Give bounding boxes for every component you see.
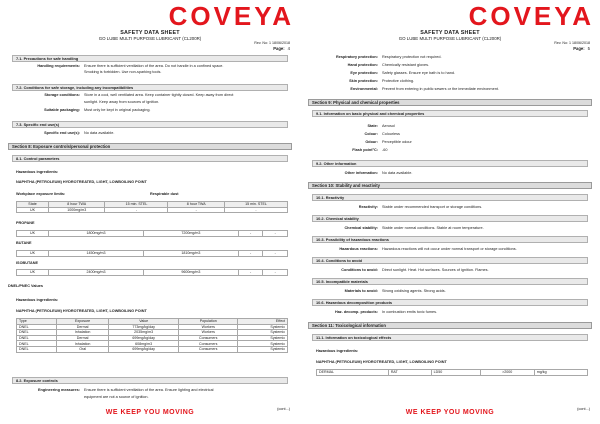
field-value: No data available. <box>382 171 413 175</box>
butane-heading: BUTANE <box>16 241 32 245</box>
isobutane-table <box>16 269 288 276</box>
footer-slogan: WE KEEP YOU MOVING <box>405 409 495 416</box>
table-row <box>17 346 288 352</box>
table-cell: UK <box>17 231 49 237</box>
header-cell: 8 hour TWA <box>49 202 105 208</box>
table-cell: UK <box>17 251 49 257</box>
header-cell: 8 hour TWA <box>168 202 224 208</box>
section-8-header: Section 8: Exposure controls/personal protection <box>8 143 292 150</box>
revision-info: Rev. No: 1 18/06/2018 <box>554 41 590 45</box>
header-cell: Value <box>109 319 179 325</box>
section-7-1-header: 7.1. Precautions for safe handling <box>12 55 288 62</box>
coveya-logo: COVEYA <box>468 1 594 31</box>
table-cell: - <box>168 207 224 213</box>
table-cell: UK <box>17 270 49 276</box>
section-9-header: Section 9: Physical and chemical properties <box>308 99 592 106</box>
field-value: In combustion emits toxic fumes. <box>382 310 438 314</box>
table-cell: Consumers <box>179 335 238 341</box>
header-cell: Population <box>179 319 238 325</box>
hazardous-ingredients-label: Hazardous ingredients: <box>316 349 359 353</box>
field-label: Flash point°C: <box>352 148 378 152</box>
table-cell: - <box>105 207 168 213</box>
field-value: Ensure there is sufficient ventilation of the area. Do not handle in a confined space. <box>84 64 224 68</box>
field-value: Respiratory protection not required. <box>382 55 442 59</box>
doc-title: SAFETY DATA SHEET <box>420 30 480 36</box>
field-label: Haz. decomp. products: <box>334 310 378 314</box>
field-label: Chemical stability: <box>344 226 378 230</box>
page-number-value: 4 <box>287 46 290 51</box>
table-cell: 773mg/kg/day <box>109 324 179 330</box>
table-row <box>317 370 588 376</box>
field-label: Materials to avoid: <box>344 289 378 293</box>
table-cell: Systemic <box>238 330 288 336</box>
field-value: Ensure there is sufficient ventilation of the area. Ensure lighting and electrical <box>84 388 214 392</box>
field-value: Chemically resistant gloves. <box>382 63 430 67</box>
table-cell: 7200mg/m3 <box>143 231 238 237</box>
page-number <box>573 46 590 51</box>
field-value: Aerosol <box>382 124 395 128</box>
field-value: Strong oxidising agents. Strong acids. <box>382 289 446 293</box>
propane-table <box>16 230 288 237</box>
field-value-cont: Smoking is forbidden. Use non-sparking tools. <box>84 70 162 74</box>
table-cell: Systemic <box>238 346 288 352</box>
header-cell: 15 min. STEL <box>105 202 168 208</box>
page-label: Page: <box>573 46 585 51</box>
hazardous-ingredients-label: Hazardous ingredients: <box>16 170 59 174</box>
propane-heading: PROPANE <box>16 221 35 225</box>
table-cell: Systemic <box>238 324 288 330</box>
table-cell: LD50 <box>431 370 480 376</box>
table-cell: 699mg/kg/day <box>109 335 179 341</box>
table-cell: DERMAL <box>317 370 389 376</box>
field-value: Protective clothing. <box>382 79 415 83</box>
field-label: Specific end use(s): <box>44 131 80 135</box>
section-10-5-header: 10.5. Incompatible materials <box>312 278 588 285</box>
field-label: Engineering measures: <box>38 388 80 392</box>
field-value: No data available. <box>84 131 115 135</box>
table-cell: 699mg/kg/day <box>109 346 179 352</box>
field-value: Must only be kept in original packaging. <box>84 108 151 112</box>
field-value: Prevent from entering in public sewers or the immediate environment. <box>382 87 499 91</box>
field-value: Colourless <box>382 132 400 136</box>
table-cell: DNEL <box>17 335 57 341</box>
continued-note: (cont...) <box>577 407 590 411</box>
section-9-2-header: 9.2. Other information <box>312 160 588 167</box>
field-label: Respiratory protection: <box>336 55 378 59</box>
revision-info: Rev. No: 1 18/06/2018 <box>254 41 290 45</box>
section-10-header: Section 10: Stability and reactivity <box>308 182 592 189</box>
table-cell: DNEL <box>17 346 57 352</box>
table-cell: Inhalation <box>57 341 109 347</box>
table-cell: 2400mg/m3 <box>49 270 144 276</box>
field-label: Conditions to avoid: <box>341 268 378 272</box>
dnel-table <box>16 318 288 353</box>
table-cell: 608mg/m3 <box>109 341 179 347</box>
field-label: Environmental: <box>350 87 378 91</box>
table-cell: mg/kg <box>534 370 587 376</box>
section-10-2-header: 10.2. Chemical stability <box>312 215 588 222</box>
table-cell: 1810mg/m3 <box>143 251 238 257</box>
table-cell: DNEL <box>17 324 57 330</box>
page-number <box>273 46 290 51</box>
table-cell: Workers <box>179 324 238 330</box>
table-row <box>17 270 288 276</box>
field-value: Store in a cool, well ventilated area. Keep container tightly closed. Keep away from direct <box>84 93 234 97</box>
table-cell: DNEL <box>17 330 57 336</box>
toxicity-table <box>316 369 588 376</box>
section-7-2-header: 7.2. Conditions for safe storage, including any incompatibilities <box>12 84 288 91</box>
field-label: Hand protection: <box>347 63 378 67</box>
doc-subtitle: GO LUBE MULTI PURPOSE LUBRICANT (CL200R) <box>398 36 502 41</box>
naphtha-heading: NAPHTHA (PETROLEUM) HYDROTREATED, LIGHT, LOWBOILING POINT <box>16 180 147 184</box>
section-10-6-header: 10.6. Hazardous decomposition products <box>312 299 588 306</box>
continued-note: (cont...) <box>277 407 290 411</box>
field-label: Eye protection: <box>350 71 378 75</box>
sds-page-5 <box>300 0 600 424</box>
section-10-1-header: 10.1. Reactivity <box>312 194 588 201</box>
header-cell: Type <box>17 319 57 325</box>
field-value: Stable under normal conditions. Stable at room temperature. <box>382 226 484 230</box>
table-cell: RAT <box>388 370 431 376</box>
table-cell: Systemic <box>238 341 288 347</box>
section-8-2-header: 8.2. Exposure controls <box>12 377 288 384</box>
doc-subtitle: GO LUBE MULTI PURPOSE LUBRICANT (CL200R) <box>98 36 202 41</box>
field-label: Colour: <box>364 132 378 136</box>
field-label: Hazardous reactions: <box>339 247 378 251</box>
header-cell: Effect <box>238 319 288 325</box>
section-10-4-header: 10.4. Conditions to avoid <box>312 257 588 264</box>
doc-title: SAFETY DATA SHEET <box>120 30 180 36</box>
table-row <box>17 207 288 213</box>
field-value: Safety glasses. Ensure eye bath is to hand. <box>382 71 456 75</box>
isobutane-heading: ISOBUTANE <box>16 261 39 265</box>
table-cell: - <box>238 231 263 237</box>
table-cell: - <box>224 207 287 213</box>
section-10-3-header: 10.3. Possibility of hazardous reactions <box>312 236 588 243</box>
field-value: Hazardous reactions will not occur under normal transport or storage conditions. <box>382 247 517 251</box>
naphtha-heading: NAPHTHA (PETROLEUM) HYDROTREATED, LIGHT, LOWBOILING POINT <box>316 360 447 364</box>
table-cell: 1000mg/m3 <box>49 207 105 213</box>
table-cell: Consumers <box>179 346 238 352</box>
table-row <box>17 231 288 237</box>
header-cell: 15 min. STEL <box>224 202 287 208</box>
field-value: Stable under recommended transport or storage conditions. <box>382 205 483 209</box>
table-cell: 2035mg/m3 <box>109 330 179 336</box>
field-value: Direct sunlight. Heat. Hot surfaces. Sources of ignition. Flames. <box>382 268 489 272</box>
hazardous-ingredients-label: Hazardous ingredients: <box>16 298 59 302</box>
field-value-cont: equipment are not a source of ignition. <box>84 395 149 399</box>
wel-table-header <box>16 201 288 213</box>
table-cell: - <box>263 270 288 276</box>
respirable-dust-label: Respirable dust <box>150 192 179 196</box>
wel-label: Workplace exposure limits: <box>16 192 66 196</box>
table-cell: - <box>263 231 288 237</box>
table-cell: Consumers <box>179 341 238 347</box>
table-cell: - <box>263 251 288 257</box>
section-11-1-header: 11.1. Information on toxicological effects <box>312 334 588 341</box>
table-cell: Systemic <box>238 335 288 341</box>
coveya-logo: COVEYA <box>168 1 294 31</box>
field-value-cont: sunlight. Keep away from sources of ignition. <box>84 100 160 104</box>
section-9-1-header: 9.1. Information on basic physical and chemical properties <box>312 110 588 117</box>
field-label: Odour: <box>365 140 378 144</box>
dnel-pnec-title: DNEL/PNEC Values <box>8 284 44 288</box>
naphtha-heading: NAPHTHA (PETROLEUM) HYDROTREATED, LIGHT, LOWBOILING POINT <box>16 309 147 313</box>
field-label: Suitable packaging: <box>44 108 80 112</box>
table-cell: 1800mg/m3 <box>49 231 144 237</box>
field-value: Perceptible odour <box>382 140 412 144</box>
field-label: Skin protection: <box>349 79 378 83</box>
table-cell: Workers <box>179 330 238 336</box>
page-label: Page: <box>273 46 285 51</box>
section-11-header: Section 11: Toxicological information <box>308 322 592 329</box>
field-value: -60 <box>382 148 388 152</box>
butane-table <box>16 250 288 257</box>
table-cell: 9600mg/m3 <box>143 270 238 276</box>
table-cell: Oral <box>57 346 109 352</box>
field-label: State: <box>367 124 378 128</box>
table-cell: DNEL <box>17 341 57 347</box>
table-row <box>17 251 288 257</box>
field-label: Other information: <box>344 171 378 175</box>
header-cell: State <box>17 202 49 208</box>
field-label: Storage conditions: <box>44 93 80 97</box>
field-label: Handling requirements: <box>37 64 80 68</box>
page-number-value: 5 <box>587 46 590 51</box>
table-cell: Inhalation <box>57 330 109 336</box>
table-cell: 1450mg/m3 <box>49 251 144 257</box>
field-label: Reactivity: <box>358 205 378 209</box>
table-cell: - <box>238 251 263 257</box>
table-cell: Dermal <box>57 335 109 341</box>
table-cell: Dermal <box>57 324 109 330</box>
table-cell: - <box>238 270 263 276</box>
table-cell: >2000 <box>480 370 534 376</box>
table-cell: UK <box>17 207 49 213</box>
footer-slogan: WE KEEP YOU MOVING <box>105 409 195 416</box>
section-7-3-header: 7.3. Specific end use(s) <box>12 121 288 128</box>
header-cell: Exposure <box>57 319 109 325</box>
section-8-1-header: 8.1. Control parameters <box>12 155 288 162</box>
